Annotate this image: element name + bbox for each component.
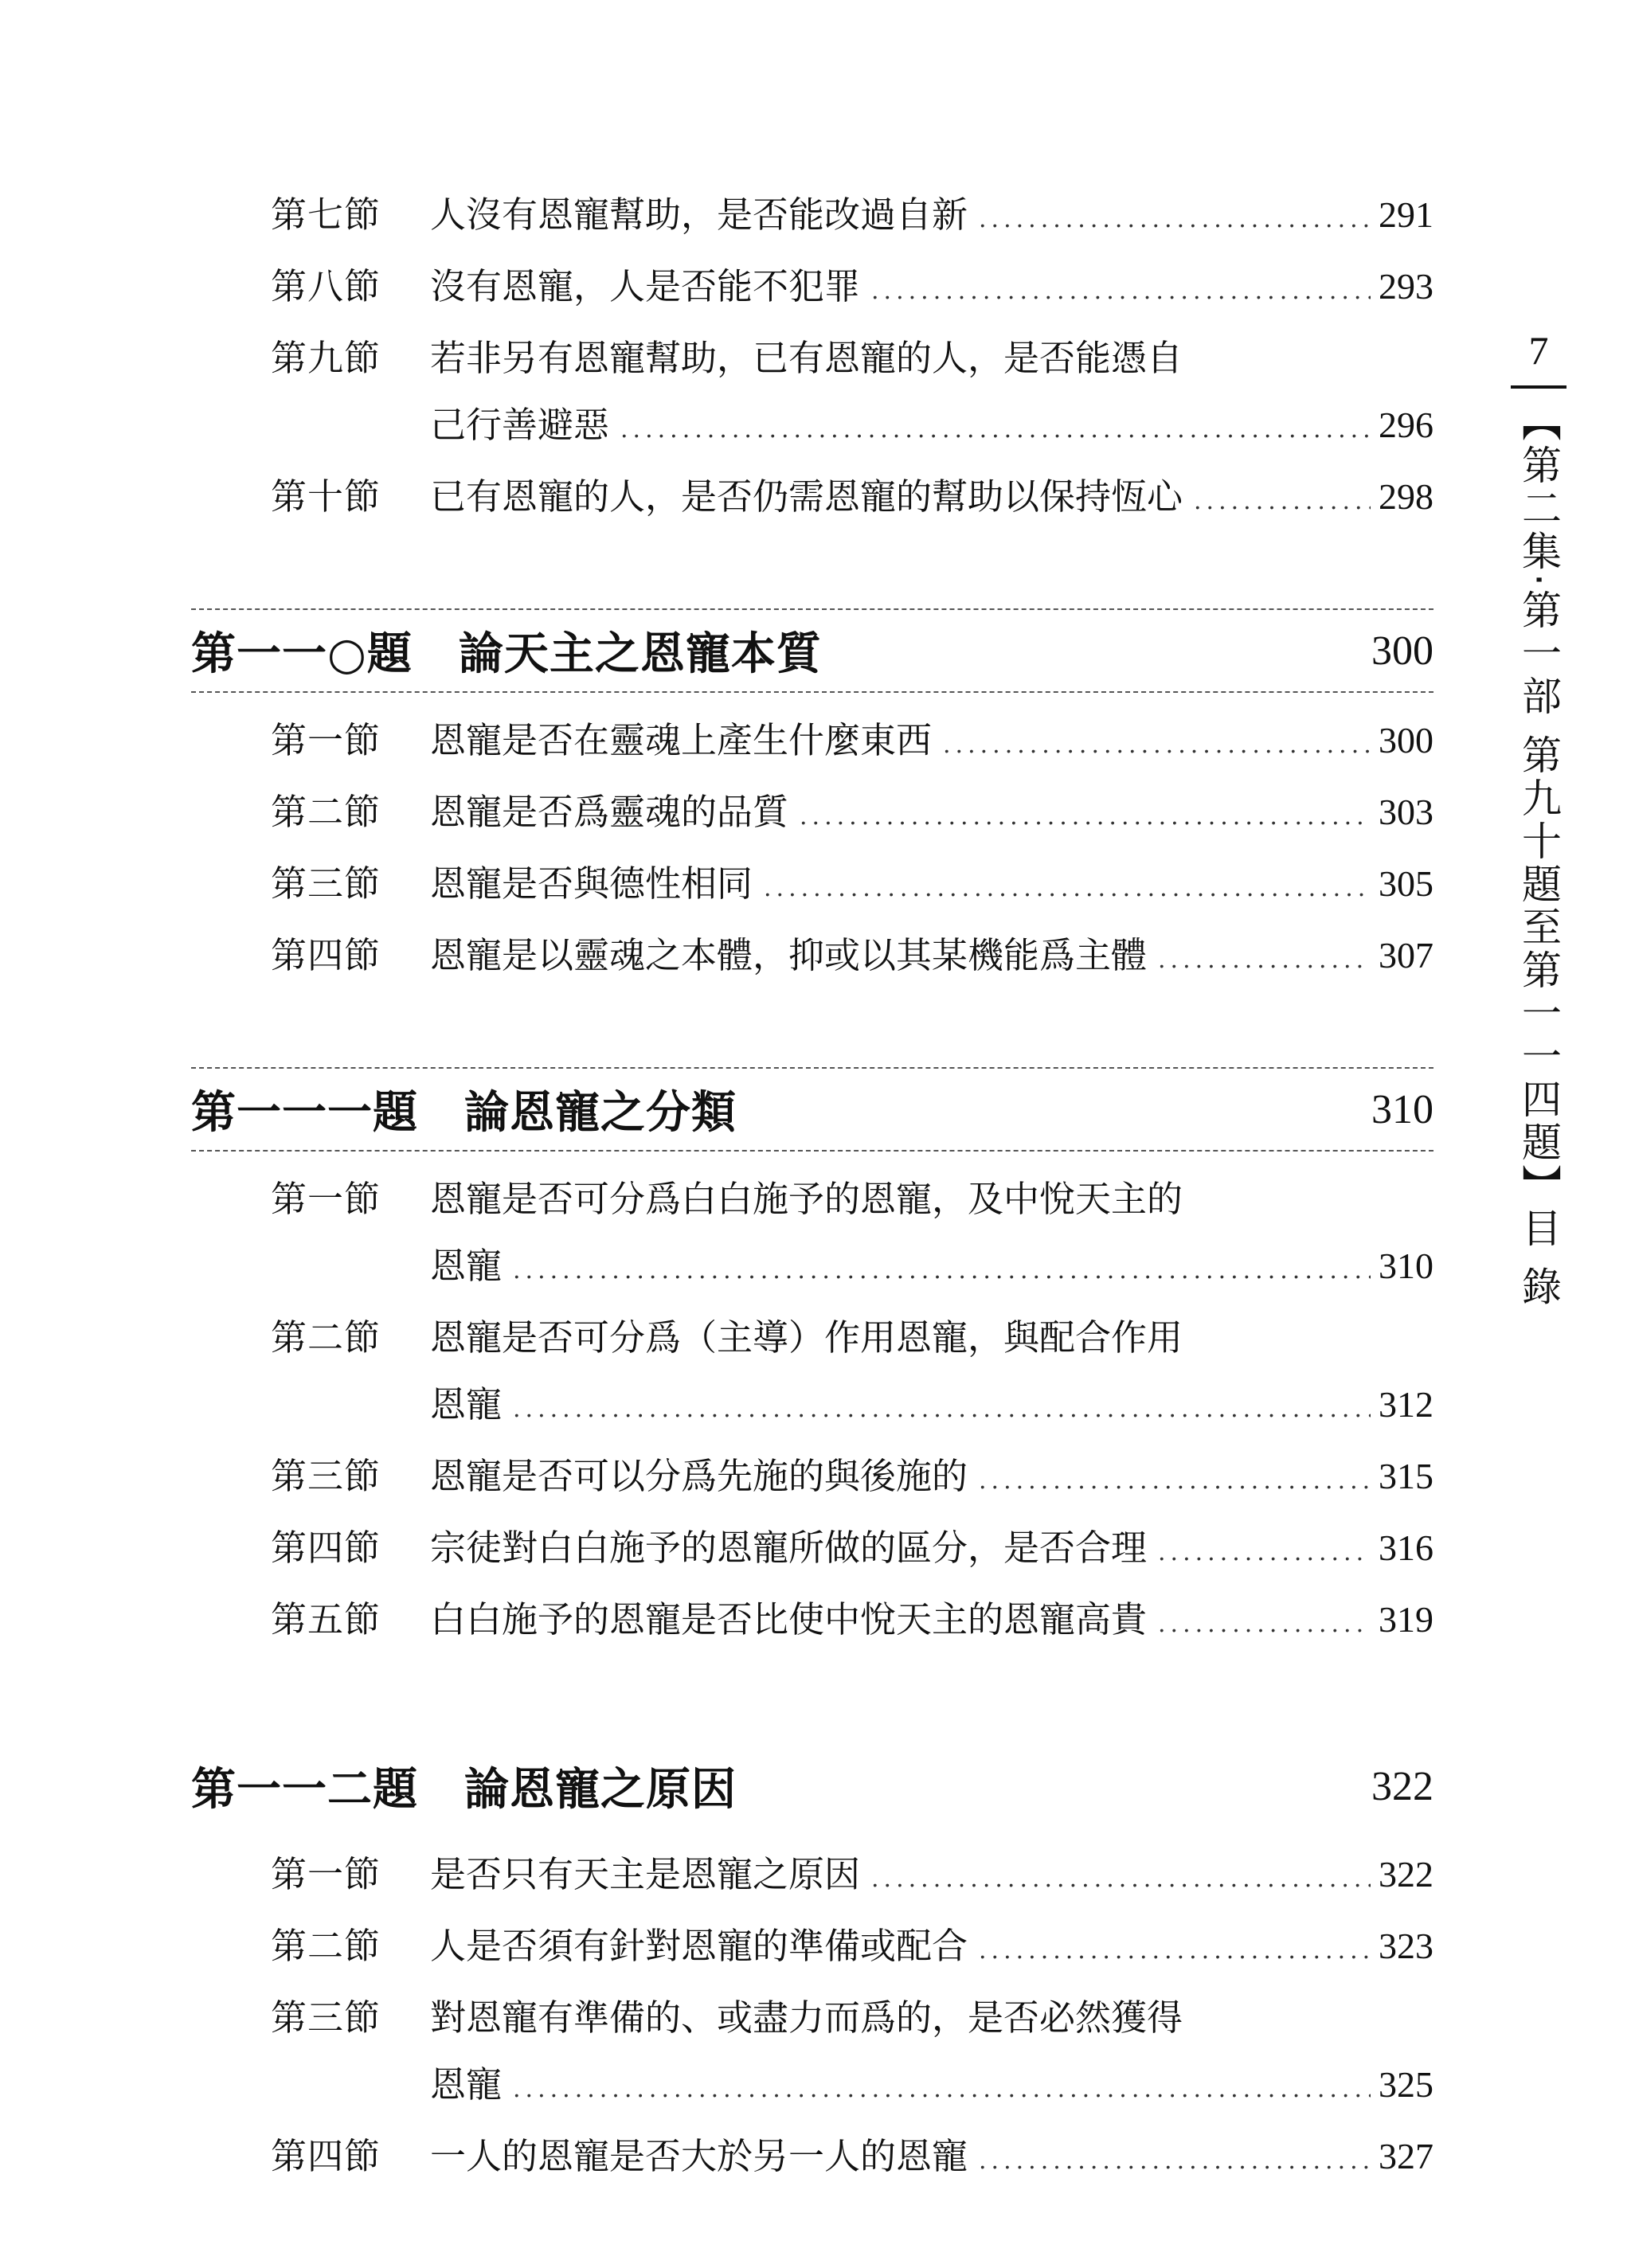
toc-entry[interactable] xyxy=(271,2123,1433,2195)
toc-entry[interactable] xyxy=(271,922,1433,994)
header-rule xyxy=(1511,385,1566,389)
dot-leader xyxy=(979,2128,1371,2195)
section-label: 第七節 xyxy=(271,194,381,236)
section-title: 恩寵是否與德性相同 xyxy=(430,862,753,905)
toc-entry[interactable] xyxy=(271,1166,1433,1304)
running-header-title: 【第二集·第一部 第九十題至第一一四題】目 錄 xyxy=(1516,401,1562,1309)
section-label: 第三節 xyxy=(271,1455,381,1497)
section-title: 白白施予的恩寵是否比使中悅天主的恩寵高貴 xyxy=(430,1598,1148,1640)
section-title: 若非另有恩寵幫助，已有恩寵的人，是否能憑自 xyxy=(430,337,1183,379)
dot-leader xyxy=(979,186,1371,253)
folio-page-number: 7 xyxy=(1528,328,1549,373)
dot-leader xyxy=(1158,927,1371,994)
section-label: 第三節 xyxy=(271,1996,381,2039)
question-number: 第一一二題 xyxy=(191,1763,418,1816)
section-title: 宗徒對白白施予的恩寵所做的區分，是否合理 xyxy=(430,1527,1148,1569)
toc-entry[interactable] xyxy=(271,1586,1433,1658)
section-title: 恩寵是否可分爲白白施予的恩寵，及中悅天主的 xyxy=(430,1178,1183,1220)
page-number: 319 xyxy=(1379,1599,1433,1640)
question-page-number: 322 xyxy=(1371,1763,1433,1809)
page-number: 300 xyxy=(1379,720,1433,761)
toc-entry[interactable] xyxy=(271,253,1433,325)
toc-entry[interactable] xyxy=(271,850,1433,922)
section-label: 第四節 xyxy=(271,1527,381,1569)
question-name: 論恩寵之原因 xyxy=(464,1763,737,1816)
page-number: 310 xyxy=(1379,1245,1433,1286)
question-page-number: 310 xyxy=(1371,1086,1433,1132)
section-title: 恩寵是否可以分爲先施的與後施的 xyxy=(430,1455,968,1497)
page-number: 327 xyxy=(1379,2136,1433,2176)
section-label: 第一節 xyxy=(271,1853,381,1895)
toc-entry[interactable] xyxy=(271,1515,1433,1586)
page-number: 307 xyxy=(1379,935,1433,976)
question-name: 論恩寵之分類 xyxy=(464,1086,737,1139)
toc-entry[interactable] xyxy=(271,1913,1433,1984)
dot-leader xyxy=(800,784,1371,850)
section-title: 恩寵是以靈魂之本體，抑或以其某機能爲主體 xyxy=(430,934,1148,976)
page-number: 323 xyxy=(1379,1926,1433,1966)
dot-leader xyxy=(979,1448,1371,1515)
toc-entry[interactable] xyxy=(271,1304,1433,1443)
section-label: 第四節 xyxy=(271,2135,381,2177)
section-label: 第二節 xyxy=(271,1925,381,1967)
dot-leader xyxy=(764,855,1371,922)
page-number: 305 xyxy=(1379,863,1433,904)
question-heading[interactable] xyxy=(191,608,1433,693)
dot-leader xyxy=(620,397,1371,463)
section-label: 第二節 xyxy=(271,1316,381,1359)
section-title: 沒有恩寵，人是否能不犯罪 xyxy=(430,265,861,307)
section-label: 第三節 xyxy=(271,862,381,905)
question-heading[interactable] xyxy=(191,1067,1433,1152)
question-title xyxy=(191,1077,737,1141)
section-title: 人沒有恩寵幫助，是否能改過自新 xyxy=(430,194,968,236)
section-label: 第二節 xyxy=(271,791,381,833)
dot-leader xyxy=(513,1238,1371,1304)
dot-leader xyxy=(871,258,1371,325)
dot-leader xyxy=(1194,468,1371,535)
section-title-continued: 恩寵 xyxy=(430,1383,503,1425)
toc-entry[interactable] xyxy=(271,182,1433,253)
dot-leader xyxy=(513,2056,1371,2123)
page-number: 322 xyxy=(1379,1854,1433,1895)
section-title: 一人的恩寵是否大於另一人的恩寵 xyxy=(430,2135,968,2177)
toc-entry[interactable] xyxy=(271,707,1433,779)
dot-leader xyxy=(979,1918,1371,1984)
section-title: 恩寵是否在靈魂上產生什麼東西 xyxy=(430,719,933,761)
section-title: 恩寵是否可分爲（主導）作用恩寵，與配合作用 xyxy=(430,1316,1183,1359)
section-title: 對恩寵有準備的、或盡力而爲的，是否必然獲得 xyxy=(430,1996,1183,2039)
section-title-continued: 恩寵 xyxy=(430,1245,503,1287)
dot-leader xyxy=(943,712,1371,779)
section-title-continued: 己行善避惡 xyxy=(430,404,610,446)
page-number: 298 xyxy=(1379,476,1433,517)
toc-entry[interactable] xyxy=(271,1443,1433,1515)
question-name: 論天主之恩寵本質 xyxy=(458,628,822,680)
section-label: 第九節 xyxy=(271,337,381,379)
section-title: 恩寵是否爲靈魂的品質 xyxy=(430,791,789,833)
page-number: 293 xyxy=(1379,266,1433,307)
continued-sections xyxy=(271,182,1433,535)
page-number: 296 xyxy=(1379,405,1433,445)
question-heading[interactable] xyxy=(191,1746,1433,1827)
page-number: 291 xyxy=(1379,194,1433,235)
section-title: 是否只有天主是恩寵之原因 xyxy=(430,1853,861,1895)
section-label: 第一節 xyxy=(271,1178,381,1220)
toc-entry[interactable] xyxy=(271,463,1433,535)
toc-entry[interactable] xyxy=(271,1841,1433,1913)
question-sections xyxy=(271,1166,1433,1658)
question-sections xyxy=(271,1841,1433,2195)
section-title: 人是否須有針對恩寵的準備或配合 xyxy=(430,1925,968,1967)
question-title xyxy=(191,1754,737,1818)
question-sections xyxy=(271,707,1433,994)
section-title-continued: 恩寵 xyxy=(430,2063,503,2106)
toc-entry[interactable] xyxy=(271,325,1433,463)
section-label: 第八節 xyxy=(271,265,381,307)
table-of-contents xyxy=(191,167,1433,2195)
section-label: 第五節 xyxy=(271,1598,381,1640)
page-number: 303 xyxy=(1379,792,1433,832)
section-label: 第十節 xyxy=(271,475,381,518)
question-number: 第一一○題 xyxy=(191,628,413,680)
section-title: 已有恩寵的人，是否仍需恩寵的幫助以保持恆心 xyxy=(430,475,1183,518)
page-number: 315 xyxy=(1379,1456,1433,1496)
question-page-number: 300 xyxy=(1371,628,1433,674)
question-number: 第一一一題 xyxy=(191,1086,418,1139)
toc-entry[interactable] xyxy=(271,779,1433,850)
section-label: 第一節 xyxy=(271,719,381,761)
section-label: 第四節 xyxy=(271,934,381,976)
running-header xyxy=(1491,325,1586,1312)
dot-leader xyxy=(871,1846,1371,1913)
toc-entry[interactable] xyxy=(271,1984,1433,2123)
page-number: 325 xyxy=(1379,2064,1433,2105)
question-title xyxy=(191,619,822,682)
dot-leader xyxy=(513,1376,1371,1443)
page-number: 316 xyxy=(1379,1527,1433,1568)
page-number: 312 xyxy=(1379,1384,1433,1425)
dot-leader xyxy=(1158,1591,1371,1658)
dot-leader xyxy=(1158,1519,1371,1586)
